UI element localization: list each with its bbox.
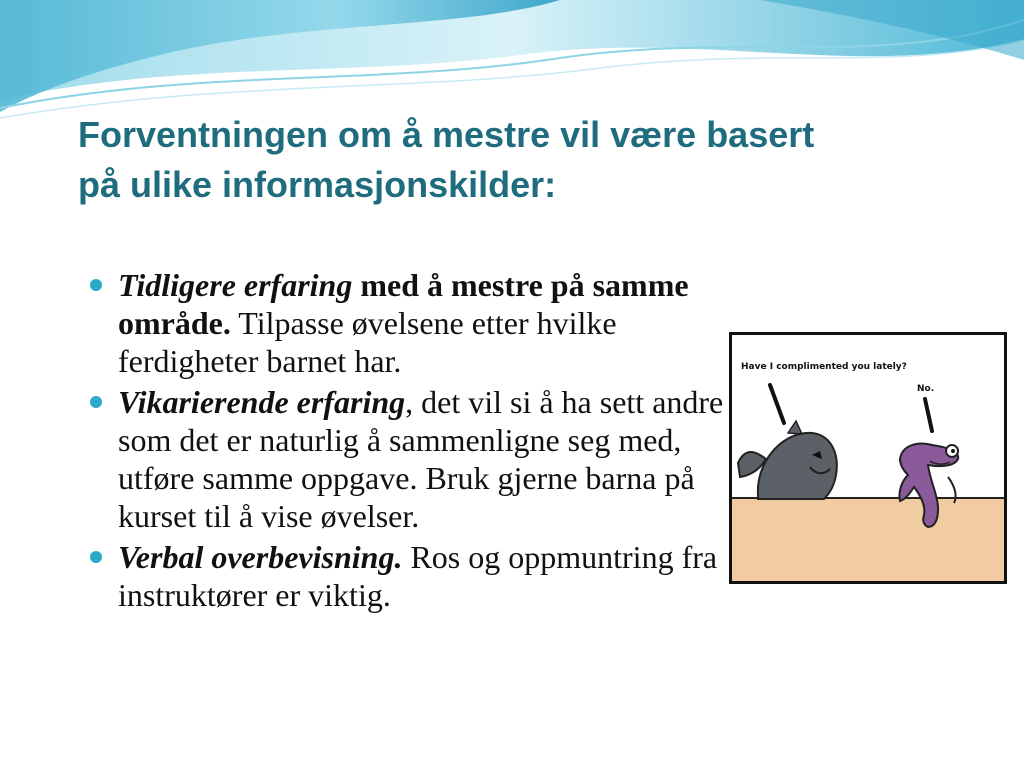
slide-title-line-2: på ulike informasjonskilder: (78, 164, 557, 205)
purple-fish-icon (899, 444, 958, 527)
bullet-list (90, 266, 740, 617)
speech-tail-left (770, 385, 784, 423)
comic-art (732, 335, 1004, 581)
comic-panel (729, 332, 1007, 584)
bullet-emphasis: med å mestre på samme område. (118, 267, 689, 341)
bullet-lead: Tidligere erfaring (118, 267, 353, 303)
speech-tail-right (925, 399, 932, 431)
bullet-lead: Vikarierende erfaring (118, 384, 406, 420)
bullet-item-vicarious-experience (90, 383, 740, 535)
comic-speech-left: Have I complimented you lately? (741, 362, 907, 372)
bullet-dot-icon (90, 396, 102, 408)
bullet-item-verbal-persuasion (90, 538, 740, 614)
bullet-dot-icon (90, 551, 102, 563)
bullet-body: Tilpasse øvelsene etter hvilke ferdigheter barnet har. (118, 305, 617, 379)
slide-title-line-1: Forventningen om å mestre vil være basert (78, 114, 815, 155)
comic-speech-right: No. (917, 384, 935, 394)
gray-fish-icon (738, 421, 837, 499)
bullet-lead: Verbal overbevisning. (118, 539, 403, 575)
bullet-body: Ros og oppmuntring fra instruktører er viktig. (118, 539, 718, 613)
slide-title (78, 110, 958, 210)
bullet-body: , det vil si å ha sett andre som det er naturlig å sammenligne seg med, utføre samme oppgave. Bruk gjerne barna på kurset til å vise øvelser. (118, 384, 724, 534)
bullet-dot-icon (90, 279, 102, 291)
bullet-item-prior-experience (90, 266, 740, 380)
